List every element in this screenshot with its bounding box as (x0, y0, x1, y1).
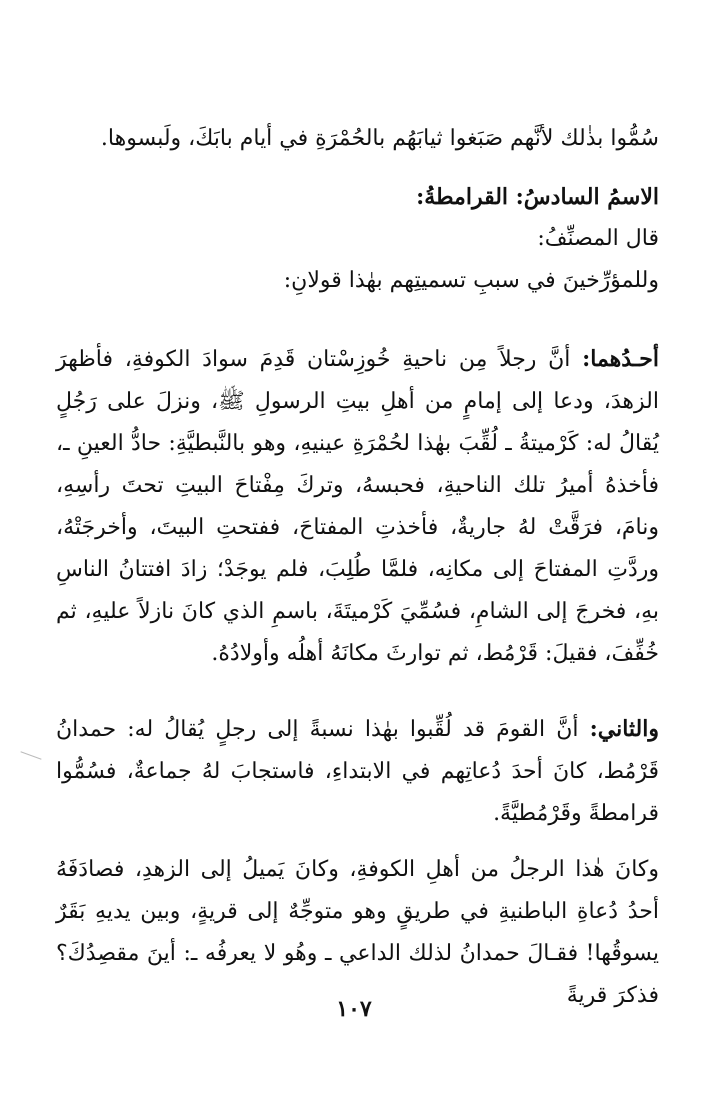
section-header-block (56, 176, 659, 302)
final-paragraph-text: وكانَ هٰذا الرجلُ من أهلِ الكوفةِ، وكانَ يَميلُ إلى الزهدِ، فصادَفَهُ أحدُ دُعاةِ الباطنيةِ في طريقٍ وهو متوجِّهٌ إلى قريةٍ، وبين يديهِ بَقَرٌ يسوقُها! فقـالَ حمدانُ لذلك الداعي ـ وهُو لا يعرفُه ـ: أينَ مقصِدُكَ؟ فذكرَ قريةً (56, 857, 660, 1008)
first-opinion-label: أحـدُهما: (582, 346, 659, 372)
section-heading: الاسمُ السادسُ: القرامطةُ: (416, 184, 659, 210)
margin-mark (20, 751, 41, 759)
second-opinion-paragraph (56, 708, 659, 835)
second-opinion-text: أنَّ القومَ قد لُقِّبوا بهٰذا نسبةً إلى رجلٍ يُقالُ له: حمدانُ قَرْمُط، كانَ أحدَ دُعاتِهم في الابتداءِ، فاستجابَ لهُ جماعةٌ، فسُمُّوا قرامطةً وقَرْمُطيَّةً. (56, 717, 659, 826)
final-paragraph (56, 849, 659, 1017)
author-said-line: قال المصنِّفُ: (537, 226, 659, 251)
paragraph-1-text: سُمُّوا بذٰلك لأنَّهم صَبَغوا ثيابَهُم بالحُمْرَةِ في أيام بابَكَ، ولَبسوها. (100, 126, 659, 151)
paragraph-1 (56, 118, 659, 160)
first-opinion-text: أنَّ رجلاً مِن ناحيةِ خُوزِسْتان قَدِمَ سوادَ الكوفةِ، فأظهرَ الزهدَ، ودعا إلى إمامٍ من أهلِ بيتِ الرسولِ ﷺ، ونزلَ على رَجُلٍ يُقالُ له: كَرْميتةُ ـ لُقِّبَ بهٰذا لحُمْرَةِ عينيهِ، وهو بالنَّبطيَّةِ: حادُّ العينِ ـ، فأخذهُ أميرُ تلك الناحيةِ، فحبسهُ، وتركَ مِفْتاحَ البيتِ تحتَ رأسِهِ، ونامَ، فرَقَّتْ لهُ جاريةٌ، فأخذتِ المفتاحَ، ففتحتِ البيتَ، وأخرجَتْهُ، وردَّتِ المفتاحَ إلى مكانِه، فلمَّا طُلِبَ، فلم يوجَدْ؛ زادَ افتتانُ الناسِ بهِ، فخرجَ إلى الشامِ، فسُمِّيَ كَرْميتَةَ، باسمِ الذي كانَ نازلاً عليهِ، ثم خُفِّفَ، فقيلَ: قَرْمُط، ثم توارثَ مكانَهُ أهلُه وأولادُهُ. (56, 347, 659, 666)
intro-line: وللمؤرِّخينَ في سببِ تسميتِهم بهٰذا قولانِ: (283, 268, 659, 293)
first-opinion-paragraph (56, 338, 659, 675)
second-opinion-label: والثاني: (589, 716, 659, 742)
page-number: ١٠٧ (336, 996, 372, 1022)
